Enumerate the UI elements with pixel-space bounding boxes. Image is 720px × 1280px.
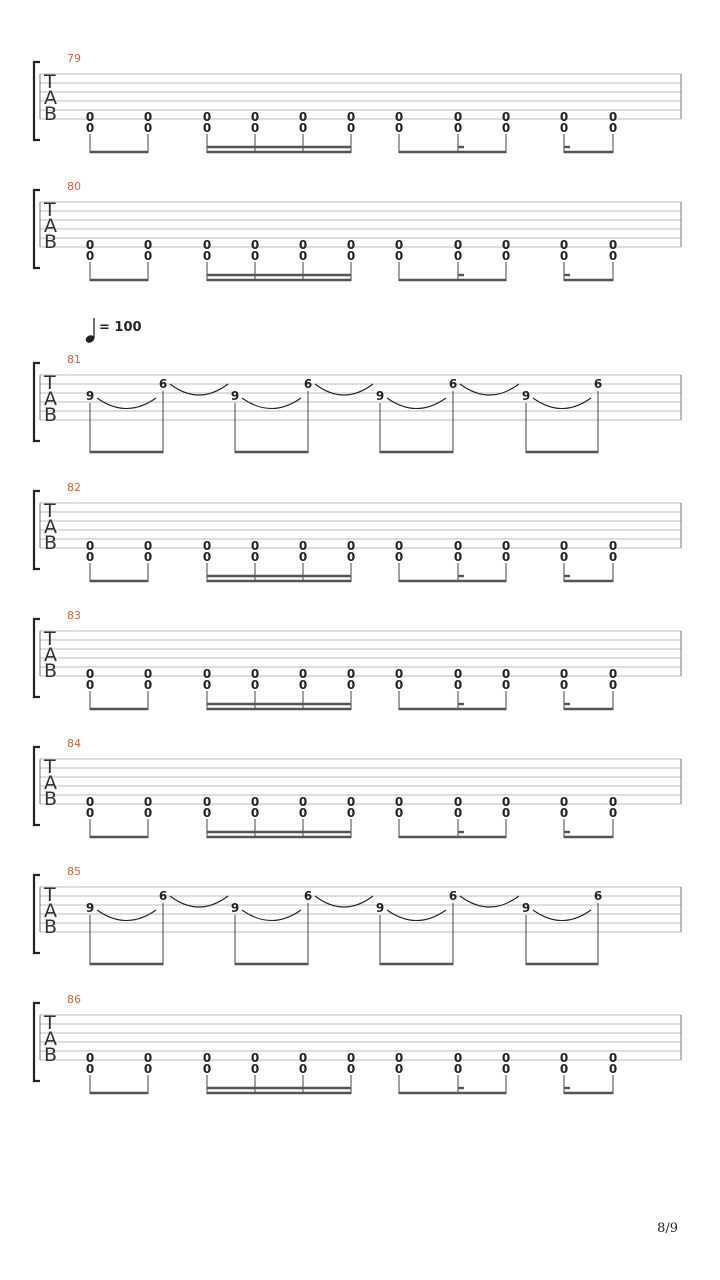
fret-number: 0 bbox=[394, 1051, 404, 1065]
fret-number: 0 bbox=[559, 121, 569, 135]
fret-number: 0 bbox=[298, 249, 308, 263]
tab-clef-letter: B bbox=[44, 404, 58, 426]
fret-number: 0 bbox=[608, 678, 618, 692]
fret-number: 0 bbox=[250, 806, 260, 820]
fret-number: 0 bbox=[501, 667, 511, 681]
measure-number: 79 bbox=[67, 52, 81, 65]
fret-number: 0 bbox=[85, 1051, 95, 1065]
fret-number: 0 bbox=[143, 1062, 153, 1076]
fret-number: 6 bbox=[303, 889, 313, 903]
tab-clef-letter: B bbox=[44, 788, 58, 810]
fret-number: 0 bbox=[501, 678, 511, 692]
fret-number: 0 bbox=[453, 795, 463, 809]
tab-clef-letter: B bbox=[44, 231, 58, 253]
fret-number: 0 bbox=[453, 238, 463, 252]
fret-number: 0 bbox=[394, 795, 404, 809]
fret-number: 0 bbox=[202, 667, 212, 681]
fret-number: 0 bbox=[250, 550, 260, 564]
tempo-marking bbox=[84, 318, 141, 344]
fret-number: 0 bbox=[501, 539, 511, 553]
fret-number: 0 bbox=[559, 110, 569, 124]
fret-number: 0 bbox=[298, 678, 308, 692]
fret-number: 0 bbox=[453, 110, 463, 124]
fret-number: 0 bbox=[346, 121, 356, 135]
fret-number: 0 bbox=[394, 1062, 404, 1076]
tab-clef-letter: B bbox=[44, 103, 58, 125]
fret-number: 0 bbox=[202, 238, 212, 252]
measure-number: 82 bbox=[67, 481, 81, 494]
measure-number: 86 bbox=[67, 993, 81, 1006]
fret-number: 9 bbox=[521, 389, 531, 403]
system-bracket bbox=[34, 190, 40, 268]
fret-number: 0 bbox=[298, 795, 308, 809]
fret-number: 0 bbox=[250, 238, 260, 252]
fret-number: 0 bbox=[346, 539, 356, 553]
fret-number: 0 bbox=[202, 1062, 212, 1076]
fret-number: 0 bbox=[85, 1062, 95, 1076]
fret-number: 0 bbox=[394, 238, 404, 252]
fret-number: 0 bbox=[202, 110, 212, 124]
fret-number: 0 bbox=[85, 550, 95, 564]
slur-arc bbox=[533, 910, 591, 921]
tab-clef-letter: B bbox=[44, 660, 58, 682]
fret-number: 0 bbox=[453, 667, 463, 681]
fret-number: 0 bbox=[202, 249, 212, 263]
fret-number: 0 bbox=[143, 806, 153, 820]
system-bracket bbox=[34, 875, 40, 953]
tab-system bbox=[34, 993, 681, 1094]
fret-number: 0 bbox=[85, 539, 95, 553]
fret-number: 0 bbox=[143, 550, 153, 564]
slur-arc bbox=[387, 398, 446, 409]
fret-number: 6 bbox=[448, 889, 458, 903]
fret-number: 0 bbox=[298, 238, 308, 252]
fret-number: 0 bbox=[202, 678, 212, 692]
fret-number: 9 bbox=[375, 389, 385, 403]
fret-number: 0 bbox=[298, 539, 308, 553]
measure-number: 80 bbox=[67, 180, 81, 193]
tab-system bbox=[34, 481, 681, 582]
fret-number: 9 bbox=[230, 901, 240, 915]
fret-number: 0 bbox=[346, 1062, 356, 1076]
tab-system bbox=[34, 609, 681, 710]
fret-number: 0 bbox=[559, 806, 569, 820]
tempo-text: = 100 bbox=[99, 320, 142, 335]
fret-number: 0 bbox=[501, 249, 511, 263]
fret-number: 0 bbox=[250, 678, 260, 692]
measure-number: 85 bbox=[67, 865, 81, 878]
fret-number: 0 bbox=[501, 795, 511, 809]
fret-number: 6 bbox=[448, 377, 458, 391]
fret-number: 0 bbox=[143, 1051, 153, 1065]
fret-number: 0 bbox=[608, 667, 618, 681]
fret-number: 0 bbox=[608, 121, 618, 135]
fret-number: 0 bbox=[559, 1062, 569, 1076]
fret-number: 0 bbox=[143, 667, 153, 681]
fret-number: 6 bbox=[593, 377, 603, 391]
tab-clef-letter: A bbox=[44, 1028, 57, 1050]
fret-number: 0 bbox=[250, 110, 260, 124]
fret-number: 0 bbox=[394, 550, 404, 564]
fret-number: 0 bbox=[143, 249, 153, 263]
fret-number: 9 bbox=[85, 389, 95, 403]
fret-number: 0 bbox=[85, 110, 95, 124]
fret-number: 0 bbox=[250, 121, 260, 135]
fret-number: 0 bbox=[559, 678, 569, 692]
fret-number: 0 bbox=[559, 539, 569, 553]
measure-number: 84 bbox=[67, 737, 81, 750]
fret-number: 0 bbox=[143, 795, 153, 809]
tab-clef-letter: A bbox=[44, 644, 57, 666]
fret-number: 0 bbox=[346, 1051, 356, 1065]
fret-number: 0 bbox=[143, 539, 153, 553]
fret-number: 6 bbox=[158, 377, 168, 391]
fret-number: 0 bbox=[346, 550, 356, 564]
fret-number: 0 bbox=[202, 550, 212, 564]
fret-number: 0 bbox=[298, 110, 308, 124]
fret-number: 0 bbox=[559, 550, 569, 564]
tab-clef-letter: T bbox=[44, 628, 56, 650]
system-bracket bbox=[34, 619, 40, 697]
fret-number: 0 bbox=[501, 806, 511, 820]
fret-number: 0 bbox=[453, 249, 463, 263]
fret-number: 0 bbox=[298, 121, 308, 135]
fret-number: 0 bbox=[202, 795, 212, 809]
fret-number: 0 bbox=[143, 238, 153, 252]
measure-number: 83 bbox=[67, 609, 81, 622]
slur-arc bbox=[242, 910, 301, 921]
system-bracket bbox=[34, 62, 40, 140]
fret-number: 0 bbox=[250, 795, 260, 809]
fret-number: 0 bbox=[298, 667, 308, 681]
fret-number: 0 bbox=[250, 249, 260, 263]
fret-number: 0 bbox=[608, 806, 618, 820]
fret-number: 0 bbox=[608, 238, 618, 252]
measure-number: 81 bbox=[67, 353, 81, 366]
tab-clef-letter: A bbox=[44, 215, 57, 237]
fret-number: 0 bbox=[346, 238, 356, 252]
slur-arc bbox=[97, 398, 156, 409]
tab-system bbox=[34, 737, 681, 838]
fret-number: 0 bbox=[250, 1062, 260, 1076]
fret-number: 0 bbox=[608, 550, 618, 564]
fret-number: 0 bbox=[559, 795, 569, 809]
tab-system bbox=[34, 865, 681, 965]
fret-number: 0 bbox=[143, 110, 153, 124]
fret-number: 0 bbox=[559, 238, 569, 252]
fret-number: 9 bbox=[375, 901, 385, 915]
slur-arc bbox=[242, 398, 301, 409]
slur-arc bbox=[97, 910, 156, 921]
fret-number: 0 bbox=[501, 1051, 511, 1065]
fret-number: 0 bbox=[501, 121, 511, 135]
tab-clef-letter: T bbox=[44, 1012, 56, 1034]
fret-number: 0 bbox=[453, 1062, 463, 1076]
fret-number: 0 bbox=[608, 539, 618, 553]
tab-clef-letter: T bbox=[44, 756, 56, 778]
fret-number: 0 bbox=[202, 539, 212, 553]
fret-number: 0 bbox=[559, 249, 569, 263]
fret-number: 0 bbox=[453, 121, 463, 135]
fret-number: 0 bbox=[346, 249, 356, 263]
tab-clef-letter: B bbox=[44, 532, 58, 554]
fret-number: 0 bbox=[298, 550, 308, 564]
fret-number: 0 bbox=[85, 795, 95, 809]
system-bracket bbox=[34, 363, 40, 441]
fret-number: 0 bbox=[202, 1051, 212, 1065]
tab-clef-letter: T bbox=[44, 884, 56, 906]
fret-number: 6 bbox=[158, 889, 168, 903]
fret-number: 0 bbox=[394, 249, 404, 263]
fret-number: 0 bbox=[143, 121, 153, 135]
tab-clef-letter: A bbox=[44, 388, 57, 410]
fret-number: 0 bbox=[85, 249, 95, 263]
fret-number: 0 bbox=[394, 806, 404, 820]
fret-number: 0 bbox=[298, 1051, 308, 1065]
fret-number: 0 bbox=[394, 667, 404, 681]
fret-number: 0 bbox=[298, 806, 308, 820]
slur-arc bbox=[533, 398, 591, 409]
fret-number: 0 bbox=[85, 121, 95, 135]
tab-system bbox=[34, 180, 681, 281]
tab-clef-letter: T bbox=[44, 372, 56, 394]
slur-arc bbox=[387, 910, 446, 921]
system-bracket bbox=[34, 747, 40, 825]
fret-number: 0 bbox=[501, 110, 511, 124]
fret-number: 0 bbox=[202, 121, 212, 135]
fret-number: 0 bbox=[85, 238, 95, 252]
fret-number: 0 bbox=[559, 1051, 569, 1065]
fret-number: 0 bbox=[85, 806, 95, 820]
fret-number: 0 bbox=[250, 539, 260, 553]
fret-number: 0 bbox=[346, 667, 356, 681]
tab-clef-letter: B bbox=[44, 1044, 58, 1066]
fret-number: 0 bbox=[298, 1062, 308, 1076]
fret-number: 0 bbox=[346, 795, 356, 809]
fret-number: 0 bbox=[202, 806, 212, 820]
fret-number: 0 bbox=[346, 110, 356, 124]
fret-number: 0 bbox=[453, 1051, 463, 1065]
fret-number: 9 bbox=[230, 389, 240, 403]
fret-number: 0 bbox=[608, 1062, 618, 1076]
fret-number: 0 bbox=[559, 667, 569, 681]
tab-clef-letter: T bbox=[44, 500, 56, 522]
tab-clef-letter: A bbox=[44, 900, 57, 922]
fret-number: 0 bbox=[85, 678, 95, 692]
fret-number: 0 bbox=[250, 667, 260, 681]
fret-number: 0 bbox=[501, 238, 511, 252]
fret-number: 0 bbox=[143, 678, 153, 692]
page-number: 8/9 bbox=[657, 1221, 678, 1236]
fret-number: 6 bbox=[303, 377, 313, 391]
tab-system bbox=[34, 52, 681, 153]
fret-number: 0 bbox=[346, 678, 356, 692]
tab-clef-letter: B bbox=[44, 916, 58, 938]
fret-number: 0 bbox=[501, 550, 511, 564]
fret-number: 0 bbox=[608, 110, 618, 124]
fret-number: 0 bbox=[394, 110, 404, 124]
fret-number: 0 bbox=[453, 806, 463, 820]
fret-number: 9 bbox=[85, 901, 95, 915]
fret-number: 0 bbox=[394, 539, 404, 553]
fret-number: 0 bbox=[394, 678, 404, 692]
tab-clef-letter: T bbox=[44, 199, 56, 221]
fret-number: 0 bbox=[453, 539, 463, 553]
fret-number: 0 bbox=[85, 667, 95, 681]
fret-number: 0 bbox=[394, 121, 404, 135]
fret-number: 0 bbox=[501, 1062, 511, 1076]
fret-number: 9 bbox=[521, 901, 531, 915]
system-bracket bbox=[34, 491, 40, 569]
tab-system bbox=[34, 353, 681, 453]
system-bracket bbox=[34, 1003, 40, 1081]
tab-clef-letter: A bbox=[44, 516, 57, 538]
fret-number: 6 bbox=[593, 889, 603, 903]
fret-number: 0 bbox=[250, 1051, 260, 1065]
fret-number: 0 bbox=[608, 795, 618, 809]
fret-number: 0 bbox=[453, 550, 463, 564]
tab-clef-letter: T bbox=[44, 71, 56, 93]
fret-number: 0 bbox=[453, 678, 463, 692]
fret-number: 0 bbox=[608, 1051, 618, 1065]
tab-clef-letter: A bbox=[44, 772, 57, 794]
tab-clef-letter: A bbox=[44, 87, 57, 109]
fret-number: 0 bbox=[346, 806, 356, 820]
fret-number: 0 bbox=[608, 249, 618, 263]
